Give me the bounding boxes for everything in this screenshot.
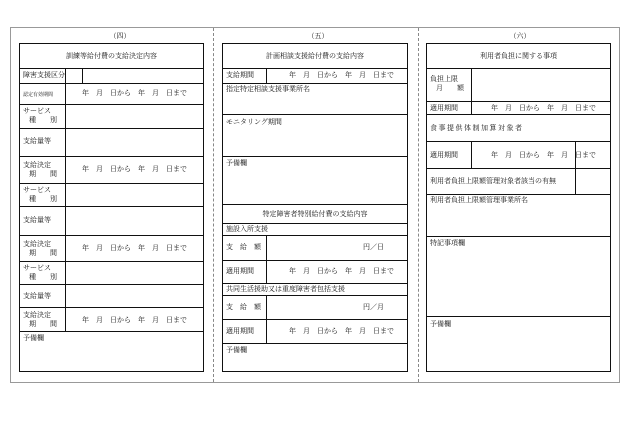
- validity-period-label: 認定有効期間: [23, 92, 54, 98]
- fold-line-right: [418, 28, 419, 382]
- special-benefit-title: 特定障害者特別給付費の支給内容: [262, 210, 368, 218]
- applicable-date-range-1: 年 月 日から 年 月 日まで: [491, 104, 596, 112]
- cap-management-eligible-label: 利用者負担上限額管理対象者該当の有無: [430, 177, 556, 185]
- fold-line-left: [213, 28, 214, 382]
- pay-amount-label-1: 支 給 額: [226, 243, 261, 251]
- amount-label-3: 支給量等: [23, 292, 51, 300]
- cap-management-provider-label: 利用者負担上限額管理事業所名: [430, 196, 528, 204]
- remarks-label: 予備欄: [430, 320, 451, 328]
- panel-number-5: （五）: [307, 32, 329, 40]
- special-notes-label: 特記事項欄: [430, 239, 465, 247]
- panel-number-6: （六）: [509, 32, 531, 40]
- remarks-label: 予備欄: [23, 334, 44, 342]
- service-type-label-1: サービス 種 別: [23, 107, 57, 124]
- decision-date-range-2: 年 月 日から 年 月 日まで: [82, 244, 187, 252]
- applicable-period-label-1: 適用期間: [226, 267, 254, 275]
- monthly-cap-label: 負担上限 月 額: [430, 75, 464, 92]
- panel-title: 利用者負担に関する事項: [480, 52, 557, 60]
- remarks-label: 予備欄: [226, 159, 247, 167]
- decision-date-range-3: 年 月 日から 年 月 日まで: [82, 316, 187, 324]
- yen-per-day: 円／日: [363, 243, 384, 251]
- meal-subsidy-label: 食事提供体制加算対象者: [430, 124, 524, 132]
- provider-name-label: 指定特定相談支援事業所名: [226, 85, 310, 93]
- payment-date-range: 年 月 日から 年 月 日まで: [289, 71, 394, 79]
- decision-period-label-2: 支給決定 期 間: [23, 240, 57, 257]
- decision-period-label-3: 支給決定 期 間: [23, 311, 57, 328]
- applicable-period-label-2: 適用期間: [226, 327, 254, 335]
- service-type-label-2: サービス 種 別: [23, 186, 57, 203]
- payment-period-label: 支給期間: [226, 71, 254, 79]
- amount-label-1: 支給量等: [23, 137, 51, 145]
- applicable-date-range-1: 年 月 日から 年 月 日まで: [289, 267, 394, 275]
- applicable-period-label-2: 適用期間: [430, 151, 458, 159]
- monitoring-period-label: モニタリング期間: [226, 118, 282, 126]
- panel-title: 計画相談支援給付費の支給内容: [266, 52, 364, 60]
- applicable-date-range-2: 年 月 日から 年 月 日まで: [491, 151, 596, 159]
- panel-title: 訓練等給付費の支給決定内容: [66, 52, 157, 60]
- panel-user-burden: [426, 43, 611, 372]
- applicable-period-label-1: 適用期間: [430, 104, 458, 112]
- service-type-label-3: サービス 種 別: [23, 264, 57, 281]
- amount-label-2: 支給量等: [23, 216, 51, 224]
- remarks-label-2: 予備欄: [226, 346, 247, 354]
- validity-date-range: 年 月 日から 年 月 日まで: [82, 89, 187, 97]
- decision-date-range-1: 年 月 日から 年 月 日まで: [82, 165, 187, 173]
- panel-number-4: （四）: [109, 32, 131, 40]
- pay-amount-label-2: 支 給 額: [226, 303, 261, 311]
- decision-period-label-1: 支給決定 期 間: [23, 161, 57, 178]
- panel-plan-consultation: [222, 43, 408, 372]
- applicable-date-range-2: 年 月 日から 年 月 日まで: [289, 327, 394, 335]
- panel-training-benefits: [19, 43, 204, 372]
- group-home-support-label: 共同生活援助又は重度障害者包括支援: [226, 285, 345, 293]
- disability-class-label: 障害支援区分: [23, 71, 65, 79]
- facility-support-label: 施設入所支援: [226, 225, 268, 233]
- yen-per-month: 円／月: [363, 303, 384, 311]
